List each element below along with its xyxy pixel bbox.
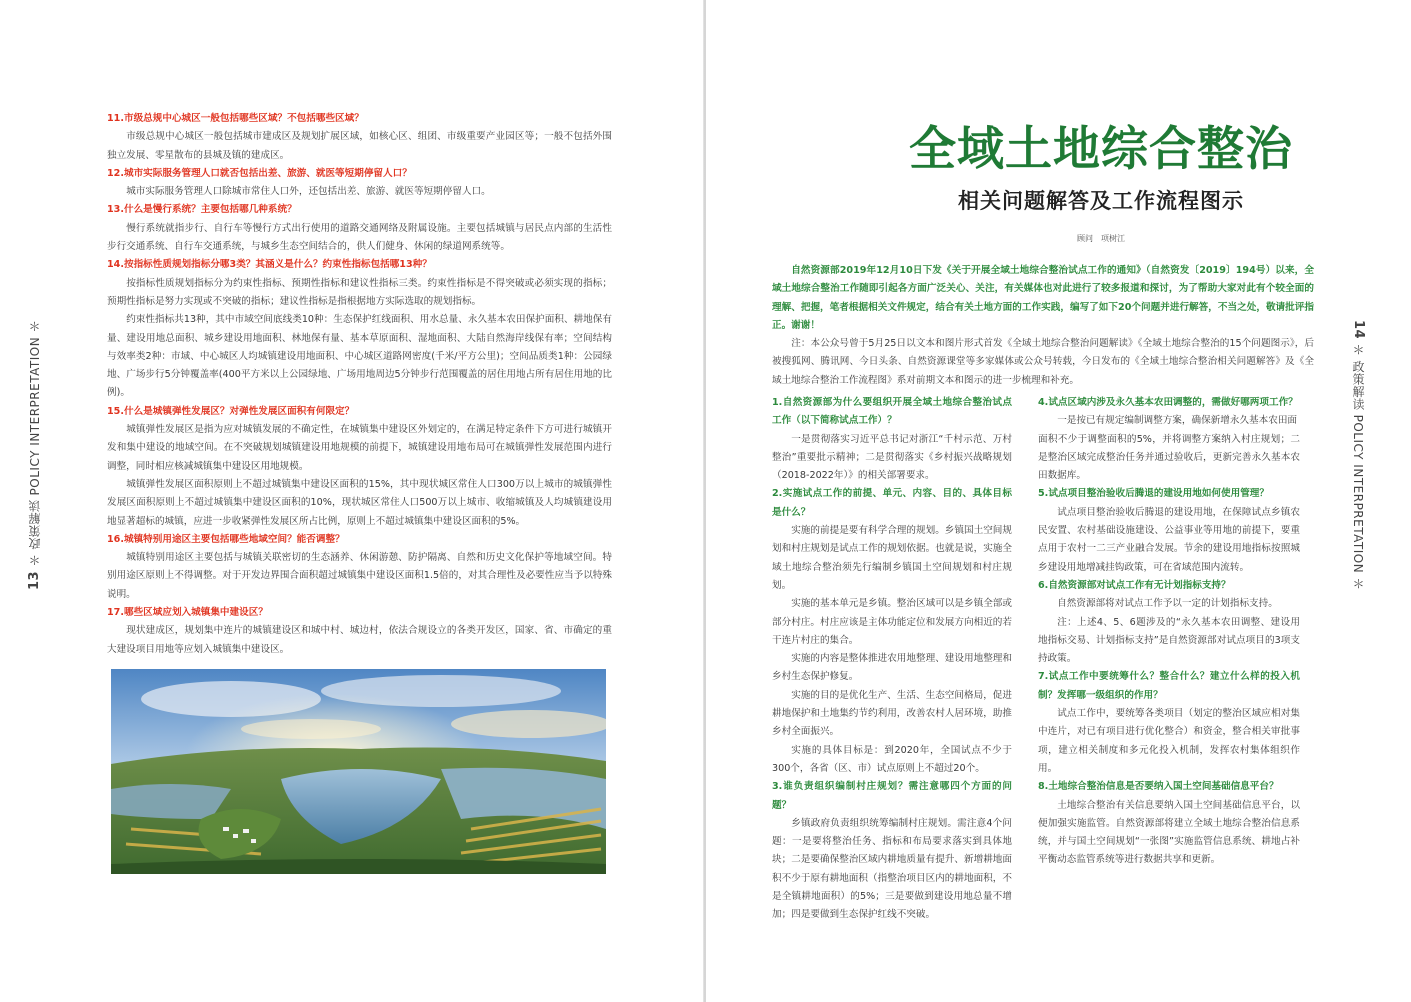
answer-paragraph: 实施的内容是整体推进农用地整理、建设用地整理和乡村生态保护修复。 [772,653,1012,683]
answer-paragraph: 实施的目的是优化生产、生活、生态空间格局，促进耕地保护和土地集约节约利用，改善农村人居环境，助推乡村全面振兴。 [772,689,1012,738]
answer-paragraph: 土地综合整治有关信息要纳入国土空间基础信息平台，以便加强实施监管。自然资源部将建立全域土地综合整治信息系统，并与国土空间规划“一张图”实施监管信息系统、耕地占补平衡动态监管系统等进行数据共享和更新。 [1038,799,1300,866]
question-heading: 1.自然资源部为什么要组织开展全域土地综合整治试点工作（以下简称试点工作）？ [772,397,1012,427]
answer-paragraph: 实施的基本单元是乡镇。整治区域可以是乡镇全部或部分村庄。村庄应该是主体功能定位和发展方向相近的若干连片村庄的集合。 [772,598,1012,646]
left-side-tab: 13 ＊ 政策解读 POLICY INTERPRETATION ＊ [27,320,42,591]
answer-paragraph: 注：上述4、5、6题涉及的“永久基本农田调整、建设用地指标交易、计划指标支持”是自然资源部对试点项目的3项支持政策。 [1038,616,1300,665]
answer-paragraph: 城镇特别用途区主要包括与城镇关联密切的生态涵养、休闲游憩、防护隔离、自然和历史文化保护等地域空间。特别用途区原则上不得调整。对于开发边界围合面积超过城镇集中建设区面积1.5倍的，对其合理性及必要性应当予以特殊说明。 [107,552,612,600]
question-heading: 2.实施试点工作的前提、单元、内容、目的、具体目标是什么？ [772,488,1012,518]
question-heading: 5.试点项目整治验收后腾退的建设用地如何使用管理？ [1038,488,1269,500]
answer-paragraph: 一是贯彻落实习近平总书记对浙江“千村示范、万村整治”重要批示精神；二是贯彻落实《乡村振兴战略规划（2018-2022年）》的相关部署要求。 [772,433,1012,482]
intro-note: 注：本公众号曾于5月25日以文本和图片形式首发《全域土地综合整治问题解读》《全域土地综合整治的15个问题图示》，后被搜狐网、腾讯网、今日头条、自然资源课堂等多家媒体或公众号转载，今日发布的《全域土地综合整治相关问题解答》及《全域土地综合整治工作流程图》系对前期文本和图示的进一步梳理和补充。 [772,338,1314,386]
left-page-number: 13 [27,570,42,591]
question-heading: 7.试点工作中要统筹什么？整合什么？建立什么样的投入机制？发挥哪一级组织的作用？ [1038,671,1300,701]
question-heading: 12.城市实际服务管理人口就否包括出差、旅游、就医等短期停留人口？ [107,167,412,179]
question-heading: 13.什么是慢行系统？主要包括哪几种系统？ [107,204,297,216]
answer-paragraph: 乡镇政府负责组织统筹编制村庄规划。需注意4个问题：一是要将整治任务、指标和布局要求落实到具体地块；二是要确保整治区域内耕地质量有提升、新增耕地面积不少于原有耕地面积（指整治项目区内的耕地面积，不是全镇耕地面积）的5%；三是要做到建设用地总量不增加；四是要做到生态保护红线不突破。 [772,817,1012,921]
page-subtitle: 相关问题解答及工作流程图示 [958,188,1244,213]
intro-highlight: 自然资源部2019年12月10日下发《关于开展全域土地综合整治试点工作的通知》（自然资发〔2019〕194号）以来，全域土地综合整治工作随即引起各方面广泛关心、关注，有关媒体也对此进行了较多报道和探讨，为了帮助大家对此有个较全面的理解、把握，笔者根据相关文件规定，结合有关土地方面的工作实践，编写了如下20个问题并进行解答，不当之处，敬请批评指正。谢谢！ [772,265,1314,331]
answer-paragraph: 按指标性质规划指标分为约束性指标、预期性指标和建议性指标三类。约束性指标是不得突破或必须实现的指标；预期性指标是努力实现或不突破的指标；建议性指标是指根据地方实际选取的规划指标。 [107,277,612,307]
answer-paragraph: 城镇弹性发展区是指为应对城镇发展的不确定性，在城镇集中建设区外划定的，在满足特定条件下方可进行城镇开发和集中建设的地域空间。在不突破规划城镇建设用地规模的前提下，城镇建设用地布局可在城镇弹性发展范围内进行调整，同时相应核减城镇集中建设区用地规模。 [107,424,612,472]
question-heading: 14.按指标性质规划指标分哪3类？其涵义是什么？约束性指标包括哪13种？ [107,259,432,271]
right-side-tab: 14 ＊ 政策解读 POLICY INTERPRETATION ＊ [1351,320,1366,591]
answer-paragraph: 约束性指标共13种，其中市域空间底线类10种：生态保护红线面积、用水总量、永久基本农田保护面积、耕地保有量、建设用地总面积、城乡建设用地面积、林地保有量、基本草原面积、湿地面积、大陆自然海岸线保有率；空间结构与效率类2种：市域、中心城区人均城镇建设用地面积、中心城区道路网密度(千米/平方公里)；空间品质类1种：公园绿地、广场步行5分钟覆盖率(400平方米以上公园绿地、广场用地周边5分钟步行范围覆盖的居住用地占所有居住用地的比例)。 [107,314,612,399]
left-section-cn: 政策解读 [28,499,42,550]
right-section-en: POLICY INTERPRETATION [1351,414,1365,574]
question-heading: 16.城镇特别用途区主要包括哪些地域空间？能否调整？ [107,533,345,545]
question-heading: 17.哪些区域应划入城镇集中建设区？ [107,607,268,619]
answer-paragraph: 自然资源部将对试点工作予以一定的计划指标支持。 [1057,598,1278,610]
question-heading: 6.自然资源部对试点工作有无计划指标支持？ [1038,579,1231,591]
question-heading: 15.什么是城镇弹性发展区？对弹性发展区面积有何限定？ [107,405,355,417]
question-heading: 3.谁负责组织编制村庄规划？需注意哪四个方面的问题？ [772,781,1012,811]
intro-section [772,262,1314,390]
answer-paragraph: 实施的前提是要有科学合理的规划。乡镇国土空间规划和村庄规划是试点工作的规划依据。也就是说，实施全域土地综合整治须先行编制乡镇国土空间规划和村庄规划。 [772,525,1012,591]
page-title: 全域土地综合整治 [909,122,1293,177]
right-page [706,0,1411,1002]
aerial-landscape-image [111,669,606,874]
aerial-photo [111,669,606,874]
right-page-number: 14 [1351,320,1366,340]
left-section-en: POLICY INTERPRETATION [28,336,42,496]
right-column-b [1038,394,1300,870]
byline: 顾问 项树江 [1077,234,1125,243]
right-section-cn: 政策解读 [1351,360,1365,411]
left-text-column [107,110,612,659]
question-heading: 4.试点区域内涉及永久基本农田调整的，需做好哪两项工作？ [1038,397,1298,408]
answer-paragraph: 现状建成区，规划集中连片的城镇建设区和城中村、城边村，依法合规设立的各类开发区，国家、省、市确定的重大建设项目用地等应划入城镇集中建设区。 [107,625,612,655]
question-heading: 11.市级总规中心城区一般包括哪些区域？不包括哪些区域？ [107,113,364,124]
answer-paragraph: 慢行系统就指步行、自行车等慢行方式出行使用的道路交通网络及附属设施。主要包括城镇与居民点内部的生活性步行交通系统、自行车交通系统，与城乡生态空间结合的，供人们健身、休闲的绿道网系统等。 [107,222,612,253]
question-heading: 8.土地综合整治信息是否要纳入国土空间基础信息平台？ [1038,781,1279,793]
answer-paragraph: 面积不少于调整面积的5%，并将调整方案纳入村庄规划；二是整治区域完成整治任务并通过验收后，更新完善永久基本农田数据库。 [1038,433,1300,482]
answer-paragraph: 城镇弹性发展区面积原则上不超过城镇集中建设区面积的15%，其中现状城区常住人口300万以上城市的城镇弹性发展区面积原则上不超过城镇集中建设区面积的10%，现状城区常住人口500万以上城市、收缩城镇及人均城镇建设用地显著超标的城镇，应进一步收紧弹性发展区所占比例，原则上不超过城镇集中建设区面积的5%。 [107,478,612,527]
left-page [0,0,704,1002]
answer-paragraph: 城市实际服务管理人口除城市常住人口外，还包括出差、旅游、就医等短期停留人口。 [126,186,491,198]
answer-paragraph: 市级总规中心城区一般包括城市建成区及规划扩展区域，如核心区、组团、市级重要产业园区等；一般不包括外围独立发展、零星散布的县城及镇的建成区。 [107,131,612,161]
right-column-a [772,394,1012,925]
answer-paragraph: 试点工作中，要统筹各类项目（划定的整治区域应相对集中连片，对已有项目进行优化整合）和资金，整合相关审批事项，建立相关制度和多元化投入机制，发挥农村集体组织作用。 [1038,708,1300,774]
answer-paragraph: 实施的具体目标是：到2020年，全国试点不少于300个，各省（区、市）试点原则上不超过20个。 [772,744,1012,774]
answer-paragraph: 一是按已有规定编制调整方案，确保新增永久基本农田面 [1057,415,1298,427]
answer-paragraph: 试点项目整治验收后腾退的建设用地，在保障试点乡镇农民安置、农村基础设施建设、公益事业等用地的前提下，要重点用于农村一二三产业融合发展。节余的建设用地指标按照城乡建设用地增减挂钩政策，可在省域范围内流转。 [1038,506,1300,573]
